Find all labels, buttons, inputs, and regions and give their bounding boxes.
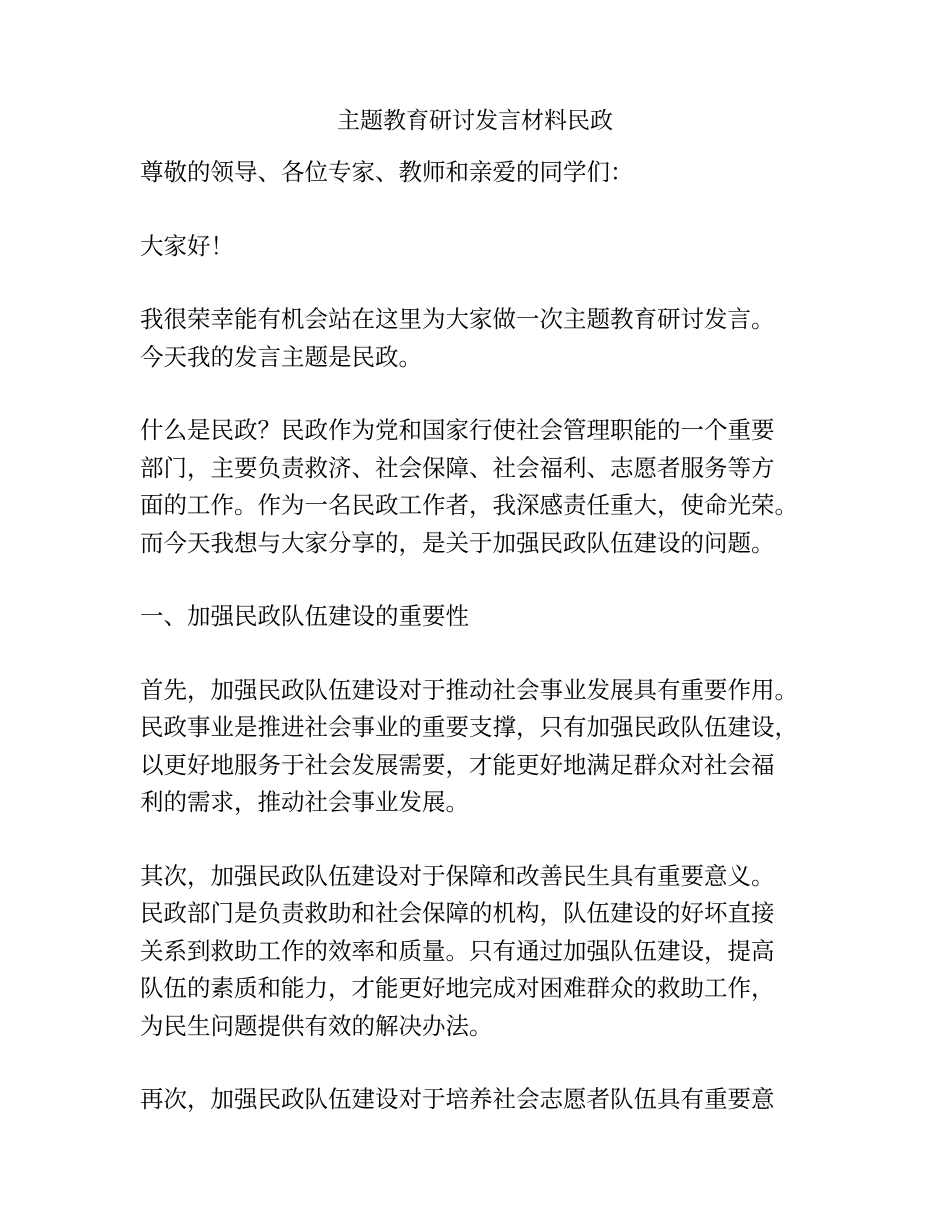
text-line: 面的工作。作为一名民政工作者，我深感责任重大，使命光荣。 — [140, 491, 798, 519]
text-line: 为民生问题提供有效的解决办法。 — [140, 1011, 493, 1040]
text-line: 首先，加强民政队伍建设对于推动社会事业发展具有重要作用。 — [140, 675, 798, 704]
paragraph-salutation — [140, 154, 830, 192]
document-title: 主题教育研讨发言材料民政 — [337, 108, 613, 134]
text-line: 关系到救助工作的效率和质量。只有通过加强队伍建设，提高 — [140, 936, 775, 965]
paragraph-first-point — [140, 672, 830, 822]
text-line: 其次，加强民政队伍建设对于保障和改善民生具有重要意义。 — [140, 861, 775, 890]
text-line: 利的需求，推动社会事业发展。 — [140, 788, 469, 816]
text-line: 今天我的发言主题是民政。 — [140, 342, 422, 371]
text-line: 部门，主要负责救济、社会保障、社会福利、志愿者服务等方 — [140, 453, 775, 482]
section-heading — [140, 598, 830, 636]
text-line: 尊敬的领导、各位专家、教师和亲爱的同学们： — [140, 158, 634, 186]
paragraph-second-point — [140, 858, 830, 1046]
text-line: 而今天我想与大家分享的，是关于加强民政队伍建设的问题。 — [140, 528, 775, 557]
text-line: 什么是民政？民政作为党和国家行使社会管理职能的一个重要 — [140, 416, 775, 444]
text-line: 民政部门是负责救助和社会保障的机构，队伍建设的好坏直接 — [140, 899, 775, 927]
document-body — [140, 154, 830, 1155]
text-line: 我很荣幸能有机会站在这里为大家做一次主题教育研讨发言。 — [140, 305, 775, 333]
text-line: 民政事业是推进社会事业的重要支撑，只有加强民政队伍建设， — [140, 713, 798, 741]
paragraph-greeting — [140, 228, 830, 266]
paragraph-what-is-civil-affairs — [140, 412, 830, 562]
text-line: 一、加强民政队伍建设的重要性 — [140, 602, 469, 630]
text-line: 再次，加强民政队伍建设对于培养社会志愿者队伍具有重要意 — [140, 1085, 775, 1113]
text-line: 以更好地服务于社会发展需要，才能更好地满足群众对社会福 — [140, 750, 775, 779]
paragraph-third-point — [140, 1081, 830, 1119]
paragraph-intro — [140, 301, 830, 376]
text-line: 大家好！ — [140, 231, 234, 260]
text-line: 队伍的素质和能力，才能更好地完成对困难群众的救助工作， — [140, 974, 775, 1002]
